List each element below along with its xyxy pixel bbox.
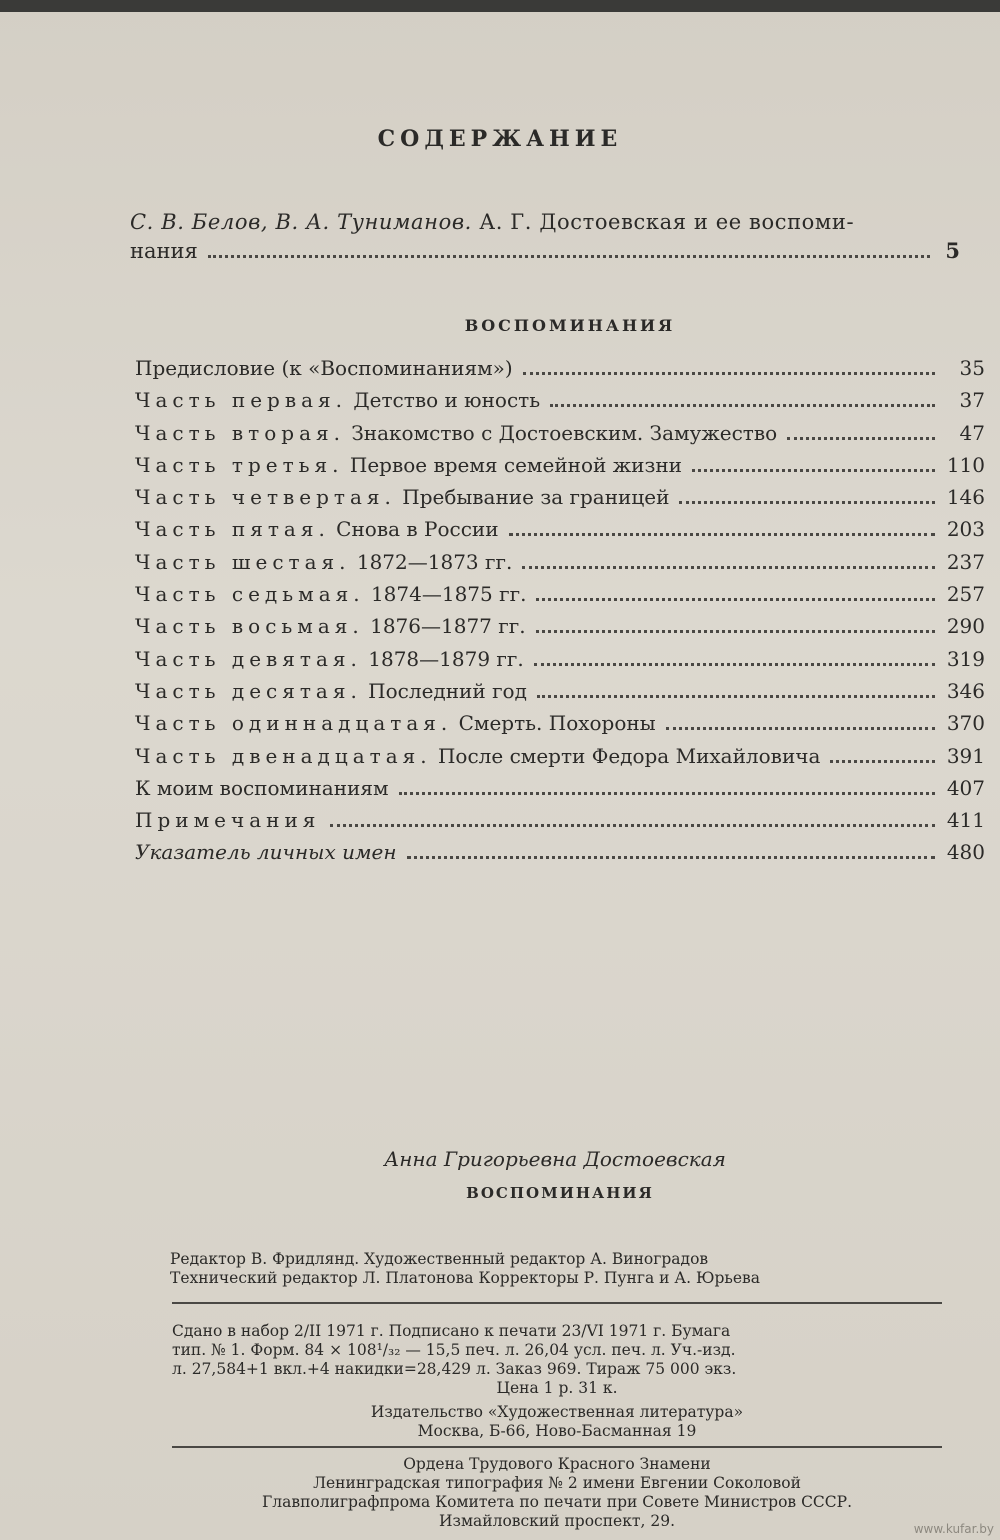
print-line: Сдано в набор 2/II 1971 г. Подписано к печати 23/VI 1971 г. Бумага <box>172 1322 731 1340</box>
toc-entry-label <box>135 614 526 638</box>
intro-line-2 <box>130 238 960 264</box>
toc-entry <box>135 808 985 840</box>
divider-rule <box>172 1446 942 1448</box>
toc-entry-label <box>135 840 397 864</box>
toc-entry-part: Часть одиннадцатая. <box>135 711 453 736</box>
toc-page-number: 146 <box>946 485 985 510</box>
intro-article-entry <box>130 210 960 264</box>
print-details <box>172 1322 942 1398</box>
toc-entry <box>135 711 985 743</box>
toc-entry-title: Пребывание за границей <box>395 485 670 510</box>
toc-entry-part: Часть вторая. <box>135 420 345 445</box>
dot-leader <box>534 663 935 666</box>
toc-entry-title: 1878—1879 гг. <box>361 646 524 671</box>
print-line: л. 27,584+1 вкл.+4 накидки=28,429 л. Заказ 969. Тираж 75 000 экз. <box>172 1360 737 1378</box>
toc-entry-label <box>135 808 320 832</box>
toc-entry <box>135 421 985 453</box>
intro-line-1 <box>130 210 960 234</box>
toc-entry-label <box>135 711 656 735</box>
toc-entry-title: 1876—1877 гг. <box>363 614 526 639</box>
dot-leader <box>537 695 935 698</box>
colophon-book-title: ВОСПОМИНАНИЯ <box>466 1184 654 1202</box>
press-line: Измайловский проспект, 29. <box>439 1512 675 1530</box>
credits-line: Технический редактор Л. Платонова Корректоры Р. Пунга и А. Юрьева <box>170 1269 760 1287</box>
toc-page-number: 47 <box>959 420 985 445</box>
dot-leader <box>509 533 935 536</box>
toc-entry-title: Знакомство с Достоевским. Замужество <box>344 420 778 445</box>
toc-entry <box>135 388 985 420</box>
intro-title-part-2: нания <box>130 239 198 263</box>
section-title: ВОСПОМИНАНИЯ <box>464 316 676 335</box>
toc-entry-title: 1874—1875 гг. <box>364 582 527 607</box>
dot-leader <box>787 437 935 440</box>
toc-entry <box>135 485 985 517</box>
toc-page-number: 319 <box>946 646 985 671</box>
toc-page-number: 391 <box>946 743 985 768</box>
dot-leader <box>692 469 935 472</box>
publisher-name: Издательство «Художественная литература» <box>370 1403 744 1421</box>
toc-entry-part: Часть десятая. <box>135 678 362 703</box>
press-line: Ордена Трудового Красного Знамени <box>403 1455 711 1473</box>
toc-page-number: 37 <box>959 388 985 413</box>
toc-page-number: 257 <box>946 582 985 607</box>
toc-entry-label <box>135 356 513 380</box>
toc-entry-title: 1872—1873 гг. <box>350 549 513 574</box>
dot-leader <box>666 727 935 730</box>
toc-entry-title: После смерти Федора Михайловича <box>431 743 821 768</box>
toc-entry-part: Часть седьмая. <box>135 582 365 607</box>
toc-entry <box>135 582 985 614</box>
toc-entry-part: Часть третья. <box>135 452 344 477</box>
toc-entry-part: Примечания <box>135 808 321 833</box>
dot-leader <box>679 501 935 504</box>
toc-entry-part: Часть пятая. <box>135 517 330 542</box>
intro-page-number: 5 <box>945 238 960 263</box>
dot-leader <box>208 255 930 258</box>
colophon-author: Анна Григорьевна Достоевская <box>384 1147 726 1171</box>
toc-entry <box>135 550 985 582</box>
dot-leader <box>399 792 935 795</box>
editorial-credits <box>170 1250 950 1288</box>
toc-entry-label <box>135 388 540 412</box>
contents-title: СОДЕРЖАНИЕ <box>377 126 623 152</box>
intro-authors: С. В. Белов, В. А. Туниманов. <box>130 210 472 234</box>
dot-leader <box>523 372 935 375</box>
toc-page-number: 35 <box>959 356 985 380</box>
toc-entry <box>135 356 985 388</box>
toc-entry-title: Детство и юность <box>347 388 541 413</box>
publisher-address: Москва, Б-66, Ново-Басманная 19 <box>417 1422 697 1440</box>
toc-entry-label <box>135 421 777 445</box>
dot-leader <box>522 566 935 569</box>
toc-entry-title: Предисловие (к «Воспоминаниям») <box>135 356 513 380</box>
toc-entry <box>135 679 985 711</box>
toc-page-number: 411 <box>946 808 985 833</box>
publisher-block <box>172 1403 942 1441</box>
dot-leader <box>407 856 935 859</box>
toc-entry-label <box>135 453 682 477</box>
toc-page-number: 370 <box>946 711 985 736</box>
credits-line: Редактор В. Фридлянд. Художественный редактор А. Виноградов <box>170 1250 709 1268</box>
press-line: Ленинградская типография № 2 имени Евгении Соколовой <box>313 1474 801 1492</box>
toc-list <box>135 356 985 873</box>
toc-entry <box>135 614 985 646</box>
watermark: www.kufar.by <box>913 1522 994 1536</box>
toc-entry-title: Снова в России <box>329 517 499 542</box>
toc-page-number: 480 <box>946 840 985 865</box>
printing-house-block <box>172 1455 942 1531</box>
toc-entry-label <box>135 679 527 703</box>
toc-page-number: 346 <box>946 678 985 703</box>
toc-entry-part: Часть восьмая. <box>135 614 364 639</box>
dot-leader <box>330 824 935 827</box>
print-line: тип. № 1. Форм. 84 × 108¹/₃₂ — 15,5 печ. л. 26,04 усл. печ. л. Уч.-изд. <box>172 1341 736 1359</box>
dot-leader <box>536 598 935 601</box>
toc-entry-title: Указатель личных имен <box>135 840 397 865</box>
toc-entry-title: Смерть. Похороны <box>452 711 656 736</box>
toc-entry-part: Часть двенадцатая. <box>135 743 432 768</box>
divider-rule <box>172 1302 942 1304</box>
press-line: Главполиграфпрома Комитета по печати при Совете Министров СССР. <box>262 1493 852 1511</box>
toc-entry-part: Часть шестая. <box>135 549 351 574</box>
toc-entry-label <box>135 517 499 541</box>
toc-entry <box>135 517 985 549</box>
page-edge-shadow <box>0 0 1000 12</box>
toc-entry-part: Часть девятая. <box>135 646 362 671</box>
toc-entry-part: Часть первая. <box>135 388 348 413</box>
toc-entry-title: Первое время семейной жизни <box>343 452 683 477</box>
toc-entry-title: Последний год <box>361 678 527 703</box>
toc-entry <box>135 776 985 808</box>
intro-title-part-1: А. Г. Достоевская и ее воспоми- <box>471 210 855 234</box>
dot-leader <box>550 404 935 407</box>
toc-entry-label <box>135 647 524 671</box>
dot-leader <box>536 630 935 633</box>
toc-entry <box>135 744 985 776</box>
toc-entry-title: К моим воспоминаниям <box>135 775 389 800</box>
toc-entry-label <box>135 485 669 509</box>
toc-page-number: 110 <box>946 452 985 477</box>
dot-leader <box>830 760 935 763</box>
toc-page-number: 203 <box>946 517 985 542</box>
toc-entry-label <box>135 776 389 800</box>
toc-entry-label <box>135 550 512 574</box>
toc-entry <box>135 840 985 872</box>
toc-entry-part: Часть четвертая. <box>135 485 396 510</box>
price: Цена 1 р. 31 к. <box>496 1379 618 1397</box>
toc-entry-label <box>135 582 526 606</box>
toc-entry-label <box>135 744 820 768</box>
toc-entry <box>135 647 985 679</box>
toc-entry <box>135 453 985 485</box>
toc-page-number: 407 <box>946 775 985 800</box>
toc-page-number: 290 <box>946 614 985 639</box>
toc-page-number: 237 <box>946 549 985 574</box>
